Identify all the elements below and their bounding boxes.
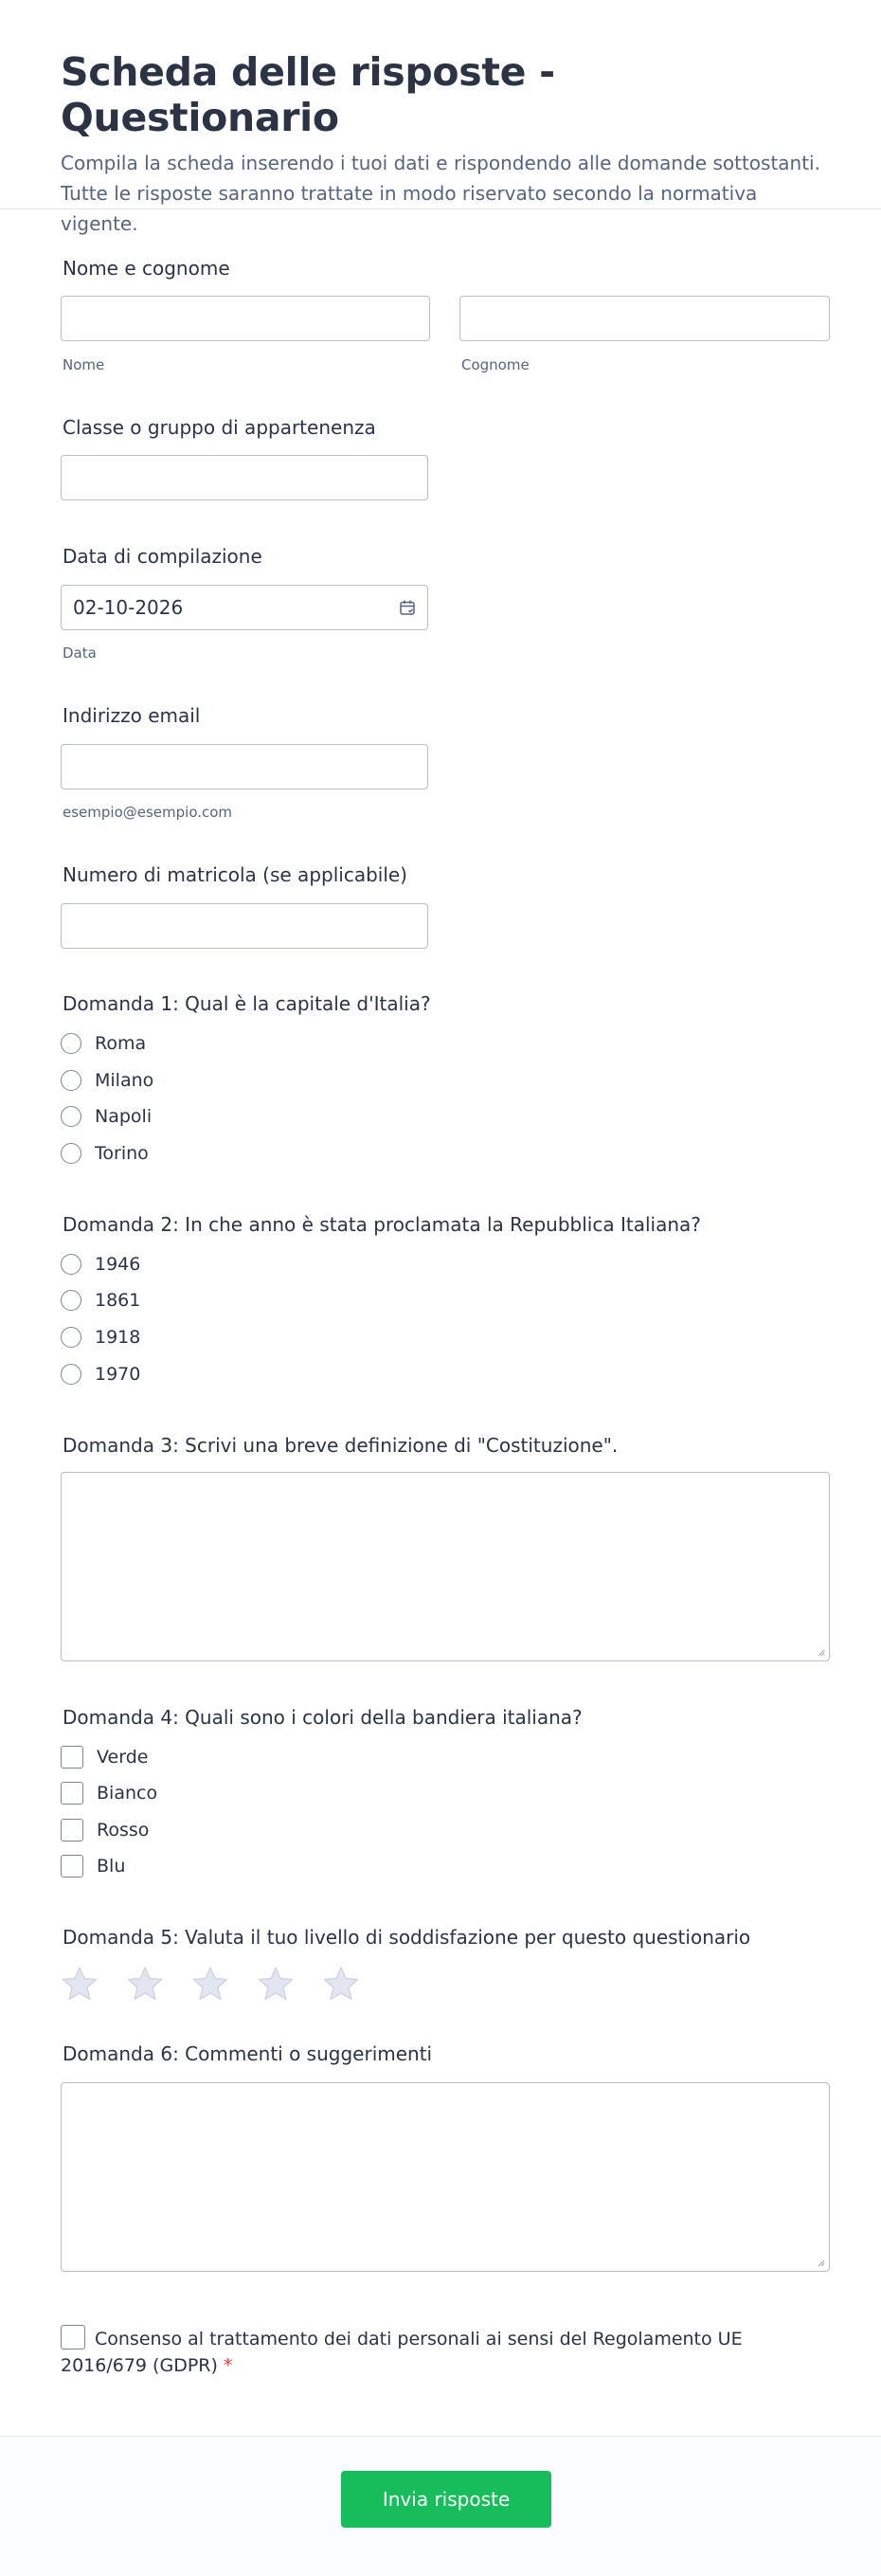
q1-label: Domanda 1: Qual è la capitale d'Italia?: [63, 992, 431, 1015]
q1-option-napoli[interactable]: Napoli: [61, 1103, 152, 1130]
radio-button[interactable]: [61, 1364, 81, 1385]
date-input[interactable]: [61, 585, 428, 630]
q2-option-1918[interactable]: 1918: [61, 1324, 140, 1351]
form-header: [61, 49, 837, 239]
star-icon[interactable]: [61, 1965, 99, 2003]
class-label: Classe o gruppo di appartenenza: [63, 416, 376, 439]
consent-label: Consenso al trattamento dei dati personali ai sensi del Regolamento UE 2016/679 (GDPR): [61, 2329, 743, 2376]
matricola-input[interactable]: [61, 903, 428, 949]
date-label: Data di compilazione: [63, 545, 262, 568]
star-icon[interactable]: [257, 1965, 295, 2003]
q6-label: Domanda 6: Commenti o suggerimenti: [63, 2042, 433, 2065]
name-label: Nome e cognome: [63, 257, 230, 280]
date-sublabel: Data: [63, 644, 97, 662]
q2-option-1861[interactable]: 1861: [61, 1287, 140, 1314]
radio-button[interactable]: [61, 1106, 81, 1127]
email-label: Indirizzo email: [63, 704, 201, 727]
first-name-input[interactable]: [61, 296, 430, 341]
last-name-input[interactable]: [459, 296, 830, 341]
q2-option-1946[interactable]: 1946: [61, 1251, 140, 1278]
q4-option-verde[interactable]: Verde: [61, 1744, 148, 1770]
consent-checkbox[interactable]: [61, 2325, 85, 2349]
q5-label: Domanda 5: Valuta il tuo livello di soddisfazione per questo questionario: [63, 1926, 751, 1949]
q4-option-rosso[interactable]: Rosso: [61, 1817, 149, 1843]
checkbox[interactable]: [61, 1819, 83, 1841]
calendar-icon[interactable]: [399, 599, 416, 616]
q2-label: Domanda 2: In che anno è stata proclamata la Repubblica Italiana?: [63, 1213, 701, 1236]
subtitle-line-1: Compila la scheda inserendo i tuoi dati e rispondendo alle domande sottostanti.: [61, 152, 820, 174]
last-name-sublabel: Cognome: [461, 356, 530, 373]
email-sublabel: esempio@esempio.com: [63, 804, 233, 821]
radio-button[interactable]: [61, 1254, 81, 1275]
q4-option-blu[interactable]: Blu: [61, 1853, 125, 1879]
class-input[interactable]: [61, 455, 428, 500]
resize-handle-icon[interactable]: [816, 2258, 825, 2267]
footer-divider: [0, 2436, 881, 2437]
radio-button[interactable]: [61, 1070, 81, 1091]
first-name-sublabel: Nome: [63, 356, 105, 373]
star-icon[interactable]: [191, 1965, 229, 2003]
radio-button[interactable]: [61, 1143, 81, 1164]
q3-textarea[interactable]: [61, 1472, 830, 1661]
radio-button[interactable]: [61, 1033, 81, 1054]
star-icon[interactable]: [126, 1965, 164, 2003]
email-input[interactable]: [61, 744, 428, 789]
radio-button[interactable]: [61, 1290, 81, 1311]
q3-label: Domanda 3: Scrivi una breve definizione di "Costituzione".: [63, 1434, 619, 1457]
q4-option-bianco[interactable]: Bianco: [61, 1780, 157, 1806]
checkbox[interactable]: [61, 1746, 83, 1769]
q4-label: Domanda 4: Quali sono i colori della bandiera italiana?: [63, 1706, 583, 1729]
q1-option-milano[interactable]: Milano: [61, 1067, 153, 1094]
page-subtitle: [61, 148, 837, 239]
star-rating[interactable]: [61, 1965, 387, 2003]
q1-option-torino[interactable]: Torino: [61, 1140, 149, 1167]
q1-option-roma[interactable]: Roma: [61, 1030, 146, 1057]
q2-option-1970[interactable]: 1970: [61, 1361, 140, 1388]
radio-button[interactable]: [61, 1327, 81, 1348]
required-mark: *: [223, 2355, 233, 2376]
page-title: Scheda delle risposte - Questionario: [61, 49, 555, 140]
date-value: 02-10-2026: [73, 596, 184, 619]
submit-button[interactable]: Invia risposte: [341, 2471, 551, 2528]
checkbox[interactable]: [61, 1855, 83, 1878]
resize-handle-icon[interactable]: [816, 1647, 825, 1657]
checkbox[interactable]: [61, 1782, 83, 1805]
subtitle-line-2: Tutte le risposte saranno trattate in modo riservato secondo la normativa vigente.: [61, 182, 758, 235]
star-icon[interactable]: [322, 1965, 360, 2003]
matricola-label: Numero di matricola (se applicabile): [63, 863, 407, 886]
q6-textarea[interactable]: [61, 2082, 830, 2272]
consent-field[interactable]: [61, 2325, 818, 2379]
